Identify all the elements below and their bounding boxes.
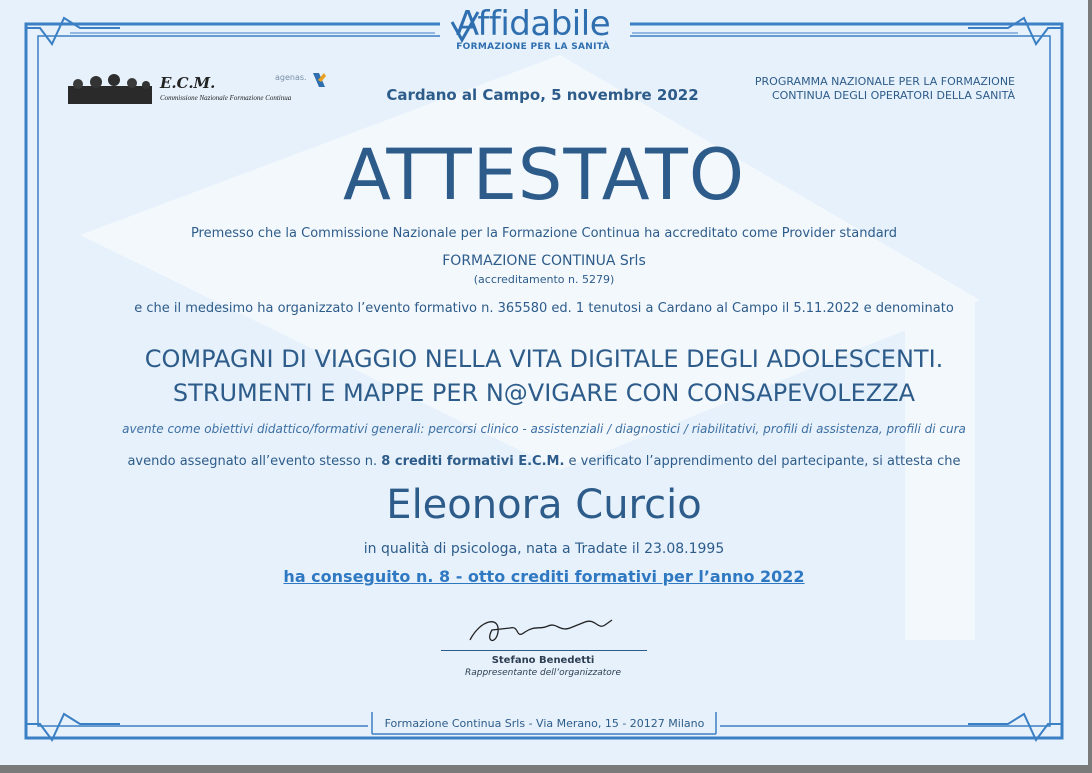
credits-text: [0, 454, 1088, 469]
signer-role: Rappresentante dell’organizzatore: [464, 668, 622, 678]
credits-prefix: avendo assegnato all’evento stesso n.: [127, 454, 382, 469]
credits-bold: 8 crediti formativi E.C.M.: [381, 454, 565, 469]
programma-line-2: CONTINUA DEGLI OPERATORI DELLA SANITÀ: [771, 89, 1015, 102]
ecm-logo-title: E.C.M.: [160, 74, 216, 92]
signature-icon: [470, 620, 612, 640]
footer-address: Formazione Continua Srls - Via Merano, 15 - 20127 Milano: [384, 717, 705, 730]
ecm-logo-photo: [68, 74, 152, 104]
signature-line: [441, 650, 647, 651]
event-organized-text: e che il medesimo ha organizzato l’evento formativo n. 365580 ed. 1 tenutosi a Cardano al Campo il 5.11.2022 e denominato: [134, 301, 954, 316]
premise-text: Premesso che la Commissione Nazionale per la Formazione Continua ha accreditato come Provider standard: [190, 226, 898, 241]
course-title-line-1: COMPAGNI DI VIAGGIO NELLA VITA DIGITALE DEGLI ADOLESCENTI.: [144, 345, 944, 373]
course-title: [0, 342, 1088, 410]
participant-quality: in qualità di psicologa, nata a Tradate il 23.08.1995: [363, 541, 725, 557]
credits-achieved: ha conseguito n. 8 - otto crediti formativi per l’anno 2022: [283, 567, 805, 586]
objectives-text: avente come obiettivi didattico/formativi generali: percorsi clinico - assistenziali / diagnostici / riabilitativi, profili di assistenza, profili di cura: [122, 422, 966, 436]
place-date: Cardano al Campo, 5 novembre 2022: [386, 86, 699, 104]
programma-line-1: PROGRAMMA NAZIONALE PER LA FORMAZIONE: [754, 75, 1015, 88]
provider-name: FORMAZIONE CONTINUA Srls: [442, 253, 646, 269]
credits-suffix: e verificato l’apprendimento del partecipante, si attesta che: [564, 454, 961, 469]
affidabile-logo: Affidabile: [455, 4, 611, 44]
provider-accreditation: (accreditamento n. 5279): [473, 273, 615, 286]
agenas-logo-label: agenas.: [275, 73, 307, 82]
participant-name: Eleonora Curcio: [386, 482, 702, 528]
logo-tagline: FORMAZIONE PER LA SANITÀ: [456, 42, 610, 52]
course-title-line-2: STRUMENTI E MAPPE PER N@VIGARE CON CONSAPEVOLEZZA: [172, 379, 916, 407]
ecm-logo-subtitle: Commissione Nazionale Formazione Continua: [160, 94, 292, 102]
signer-name: Stefano Benedetti: [491, 655, 595, 666]
certificate-heading: ATTESTATO: [342, 134, 746, 216]
programma-nazionale: [700, 75, 1015, 103]
